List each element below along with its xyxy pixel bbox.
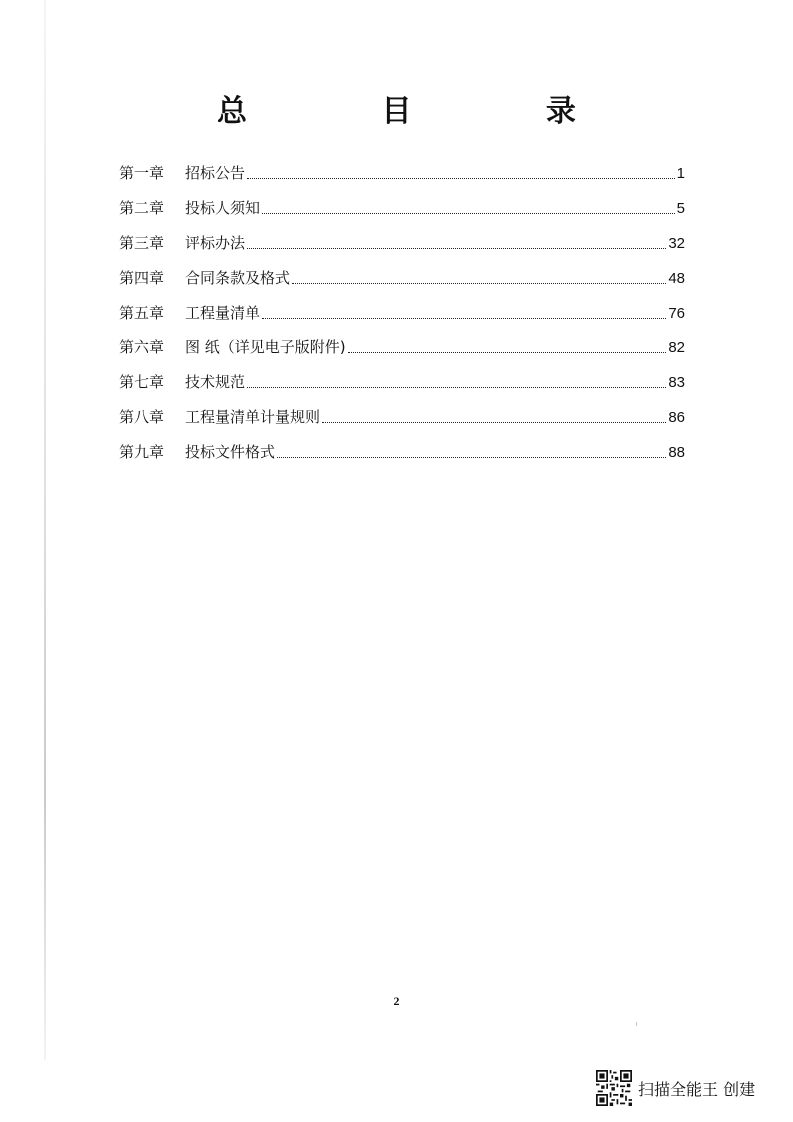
toc-page-number: 1	[676, 164, 685, 182]
toc-chapter-title: 投标文件格式	[185, 443, 276, 462]
toc-item	[119, 435, 685, 470]
toc-chapter-title: 图 纸（详见电子版附件)	[185, 338, 346, 357]
toc-page-number: 82	[668, 339, 685, 357]
toc-item	[119, 296, 685, 331]
toc-chapter-title: 工程量清单	[185, 303, 261, 322]
toc-dot-leader	[247, 387, 666, 388]
scan-speck	[636, 1022, 637, 1026]
toc-chapter-title: 招标公告	[185, 163, 246, 182]
toc-chapter-number: 第五章	[119, 303, 165, 322]
toc-page-number: 48	[668, 269, 685, 287]
toc-item	[119, 226, 685, 261]
qr-code-icon	[596, 1070, 632, 1106]
toc-page-number: 83	[668, 374, 685, 392]
scanner-watermark	[596, 1068, 755, 1108]
toc-chapter-number: 第六章	[119, 338, 165, 357]
toc-page-number: 76	[668, 304, 685, 322]
toc-page-number: 88	[668, 444, 685, 462]
toc-dot-leader	[292, 283, 666, 284]
toc-chapter-number: 第一章	[119, 163, 165, 182]
toc-item	[119, 400, 685, 435]
toc-dot-leader	[348, 352, 667, 353]
page-title: 总 目 录	[217, 94, 638, 129]
toc-chapter-title: 评标办法	[185, 233, 246, 252]
toc-page-number: 5	[676, 199, 685, 217]
toc-chapter-title: 投标人须知	[185, 198, 261, 217]
toc-chapter-title: 工程量清单计量规则	[185, 408, 321, 427]
toc-item	[119, 191, 685, 226]
toc-chapter-title: 合同条款及格式	[185, 268, 291, 287]
toc-item	[119, 365, 685, 400]
toc-dot-leader	[322, 422, 666, 423]
toc-chapter-number: 第八章	[119, 408, 165, 427]
toc-page-number: 86	[668, 409, 685, 427]
toc-item	[119, 156, 685, 191]
toc-chapter-number: 第四章	[119, 268, 165, 287]
toc-dot-leader	[247, 248, 666, 249]
toc-item	[119, 330, 685, 365]
toc-dot-leader	[277, 457, 666, 458]
page-footer-number: 2	[393, 994, 400, 1008]
toc-page-number: 32	[668, 234, 685, 252]
toc-dot-leader	[262, 318, 666, 319]
toc-dot-leader	[262, 213, 675, 214]
toc-dot-leader	[247, 178, 675, 179]
toc-chapter-number: 第三章	[119, 233, 165, 252]
table-of-contents	[119, 156, 685, 470]
toc-chapter-number: 第九章	[119, 443, 165, 462]
toc-item	[119, 261, 685, 296]
toc-chapter-number: 第七章	[119, 373, 165, 392]
scan-edge-line	[44, 0, 46, 1060]
toc-chapter-number: 第二章	[119, 198, 165, 217]
toc-chapter-title: 技术规范	[185, 373, 246, 392]
watermark-text: 扫描全能王 创建	[638, 1079, 756, 1099]
